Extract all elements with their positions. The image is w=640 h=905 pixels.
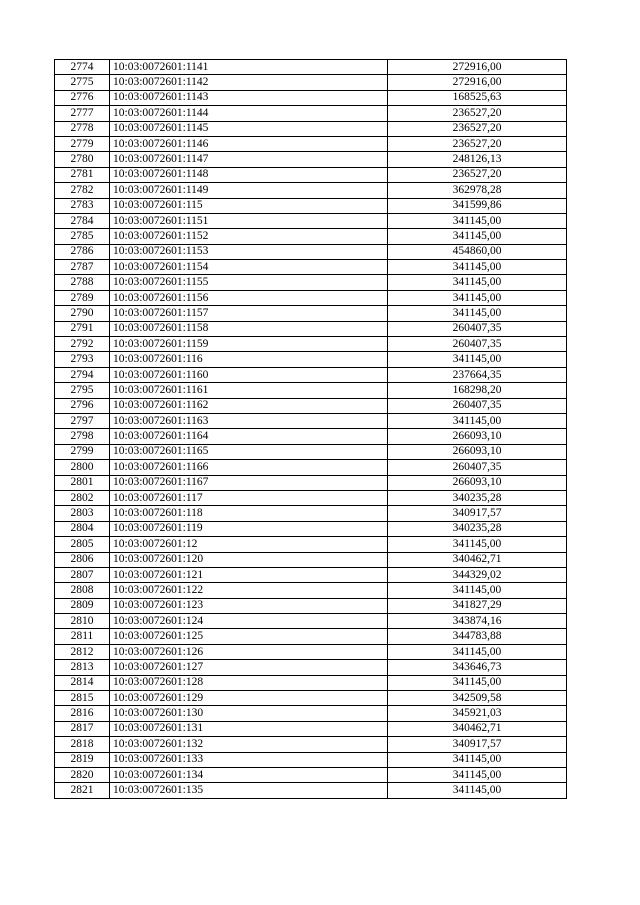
table-row — [55, 213, 567, 228]
table-row — [55, 567, 567, 582]
row-number-cell: 2801 — [55, 475, 110, 490]
cadastral-value-cell: 341145,00 — [388, 229, 567, 244]
cadastral-value-cell: 340462,71 — [388, 552, 567, 567]
cadastral-number-cell: 10:03:0072601:1153 — [110, 244, 388, 259]
cadastral-number-cell: 10:03:0072601:120 — [110, 552, 388, 567]
cadastral-value-cell: 341145,00 — [388, 413, 567, 428]
cadastral-value-cell: 345921,03 — [388, 706, 567, 721]
row-number-cell: 2788 — [55, 275, 110, 290]
cadastral-value-cell: 236527,20 — [388, 106, 567, 121]
row-number-cell: 2807 — [55, 567, 110, 582]
table-row — [55, 183, 567, 198]
cadastral-value-cell: 343874,16 — [388, 614, 567, 629]
table-row — [55, 521, 567, 536]
cadastral-number-cell: 10:03:0072601:1147 — [110, 152, 388, 167]
row-number-cell: 2817 — [55, 721, 110, 736]
cadastral-value-cell: 248126,13 — [388, 152, 567, 167]
row-number-cell: 2808 — [55, 583, 110, 598]
row-number-cell: 2812 — [55, 644, 110, 659]
table-row — [55, 167, 567, 182]
cadastral-value-cell: 340235,28 — [388, 521, 567, 536]
cadastral-number-cell: 10:03:0072601:1159 — [110, 337, 388, 352]
cadastral-value-cell: 341599,86 — [388, 198, 567, 213]
cadastral-value-cell: 260407,35 — [388, 321, 567, 336]
cadastral-number-cell: 10:03:0072601:1161 — [110, 383, 388, 398]
row-number-cell: 2820 — [55, 767, 110, 782]
cadastral-number-cell: 10:03:0072601:1164 — [110, 429, 388, 444]
row-number-cell: 2803 — [55, 506, 110, 521]
cadastral-value-cell: 342509,58 — [388, 691, 567, 706]
row-number-cell: 2777 — [55, 106, 110, 121]
cadastral-number-cell: 10:03:0072601:1141 — [110, 60, 388, 75]
row-number-cell: 2775 — [55, 75, 110, 90]
row-number-cell: 2806 — [55, 552, 110, 567]
cadastral-number-cell: 10:03:0072601:1156 — [110, 290, 388, 305]
cadastral-value-cell: 340917,57 — [388, 506, 567, 521]
table-row — [55, 429, 567, 444]
cadastral-value-table — [54, 59, 567, 799]
cadastral-value-cell: 341145,00 — [388, 783, 567, 798]
row-number-cell: 2797 — [55, 413, 110, 428]
table-row — [55, 490, 567, 505]
cadastral-value-cell: 341145,00 — [388, 644, 567, 659]
cadastral-value-cell: 168525,63 — [388, 90, 567, 105]
row-number-cell: 2809 — [55, 598, 110, 613]
cadastral-value-cell: 454860,00 — [388, 244, 567, 259]
table-row — [55, 767, 567, 782]
cadastral-number-cell: 10:03:0072601:118 — [110, 506, 388, 521]
table-body — [55, 60, 567, 799]
cadastral-number-cell: 10:03:0072601:133 — [110, 752, 388, 767]
row-number-cell: 2776 — [55, 90, 110, 105]
row-number-cell: 2785 — [55, 229, 110, 244]
cadastral-number-cell: 10:03:0072601:1144 — [110, 106, 388, 121]
row-number-cell: 2821 — [55, 783, 110, 798]
row-number-cell: 2810 — [55, 614, 110, 629]
row-number-cell: 2799 — [55, 444, 110, 459]
cadastral-value-cell: 341145,00 — [388, 767, 567, 782]
table-row — [55, 460, 567, 475]
row-number-cell: 2794 — [55, 367, 110, 382]
row-number-cell: 2787 — [55, 260, 110, 275]
cadastral-value-cell: 362978,28 — [388, 183, 567, 198]
row-number-cell: 2819 — [55, 752, 110, 767]
cadastral-value-cell: 341145,00 — [388, 352, 567, 367]
cadastral-number-cell: 10:03:0072601:134 — [110, 767, 388, 782]
table-row — [55, 706, 567, 721]
row-number-cell: 2815 — [55, 691, 110, 706]
row-number-cell: 2795 — [55, 383, 110, 398]
table-row — [55, 244, 567, 259]
row-number-cell: 2778 — [55, 121, 110, 136]
table-row — [55, 413, 567, 428]
cadastral-number-cell: 10:03:0072601:119 — [110, 521, 388, 536]
row-number-cell: 2802 — [55, 490, 110, 505]
table-row — [55, 752, 567, 767]
cadastral-number-cell: 10:03:0072601:1152 — [110, 229, 388, 244]
cadastral-value-cell: 341145,00 — [388, 752, 567, 767]
cadastral-number-cell: 10:03:0072601:123 — [110, 598, 388, 613]
cadastral-value-cell: 266093,10 — [388, 429, 567, 444]
table-row — [55, 136, 567, 151]
table-row — [55, 260, 567, 275]
cadastral-value-cell: 341145,00 — [388, 275, 567, 290]
table-row — [55, 60, 567, 75]
cadastral-value-cell: 260407,35 — [388, 337, 567, 352]
table-row — [55, 198, 567, 213]
cadastral-number-cell: 10:03:0072601:1155 — [110, 275, 388, 290]
cadastral-value-cell: 272916,00 — [388, 60, 567, 75]
cadastral-value-cell: 344783,88 — [388, 629, 567, 644]
cadastral-number-cell: 10:03:0072601:128 — [110, 675, 388, 690]
table-row — [55, 475, 567, 490]
cadastral-value-cell: 344329,02 — [388, 567, 567, 582]
cadastral-number-cell: 10:03:0072601:1163 — [110, 413, 388, 428]
table-row — [55, 691, 567, 706]
cadastral-value-cell: 341145,00 — [388, 537, 567, 552]
row-number-cell: 2816 — [55, 706, 110, 721]
row-number-cell: 2791 — [55, 321, 110, 336]
table-row — [55, 152, 567, 167]
cadastral-number-cell: 10:03:0072601:1146 — [110, 136, 388, 151]
cadastral-value-cell: 272916,00 — [388, 75, 567, 90]
row-number-cell: 2796 — [55, 398, 110, 413]
cadastral-value-cell: 343646,73 — [388, 660, 567, 675]
table-row — [55, 660, 567, 675]
row-number-cell: 2789 — [55, 290, 110, 305]
table-row — [55, 121, 567, 136]
cadastral-number-cell: 10:03:0072601:1151 — [110, 213, 388, 228]
cadastral-number-cell: 10:03:0072601:1165 — [110, 444, 388, 459]
table-row — [55, 783, 567, 798]
cadastral-number-cell: 10:03:0072601:12 — [110, 537, 388, 552]
table-row — [55, 737, 567, 752]
cadastral-value-cell: 340917,57 — [388, 737, 567, 752]
cadastral-number-cell: 10:03:0072601:1142 — [110, 75, 388, 90]
cadastral-value-cell: 266093,10 — [388, 475, 567, 490]
cadastral-value-cell: 341145,00 — [388, 213, 567, 228]
row-number-cell: 2804 — [55, 521, 110, 536]
table-row — [55, 275, 567, 290]
cadastral-value-cell: 341145,00 — [388, 260, 567, 275]
table-row — [55, 321, 567, 336]
row-number-cell: 2800 — [55, 460, 110, 475]
table-row — [55, 629, 567, 644]
table-row — [55, 675, 567, 690]
row-number-cell: 2779 — [55, 136, 110, 151]
table-row — [55, 506, 567, 521]
row-number-cell: 2783 — [55, 198, 110, 213]
table-row — [55, 306, 567, 321]
row-number-cell: 2811 — [55, 629, 110, 644]
cadastral-number-cell: 10:03:0072601:1166 — [110, 460, 388, 475]
cadastral-value-cell: 341145,00 — [388, 306, 567, 321]
table-row — [55, 537, 567, 552]
table-row — [55, 644, 567, 659]
cadastral-number-cell: 10:03:0072601:1158 — [110, 321, 388, 336]
table-row — [55, 614, 567, 629]
table-row — [55, 598, 567, 613]
cadastral-number-cell: 10:03:0072601:1157 — [110, 306, 388, 321]
row-number-cell: 2798 — [55, 429, 110, 444]
row-number-cell: 2784 — [55, 213, 110, 228]
cadastral-number-cell: 10:03:0072601:135 — [110, 783, 388, 798]
table-row — [55, 583, 567, 598]
cadastral-number-cell: 10:03:0072601:1149 — [110, 183, 388, 198]
cadastral-value-cell: 341145,00 — [388, 583, 567, 598]
cadastral-number-cell: 10:03:0072601:1162 — [110, 398, 388, 413]
row-number-cell: 2780 — [55, 152, 110, 167]
cadastral-value-cell: 236527,20 — [388, 121, 567, 136]
cadastral-number-cell: 10:03:0072601:124 — [110, 614, 388, 629]
table-row — [55, 75, 567, 90]
cadastral-value-cell: 236527,20 — [388, 167, 567, 182]
cadastral-value-cell: 341145,00 — [388, 675, 567, 690]
cadastral-number-cell: 10:03:0072601:131 — [110, 721, 388, 736]
cadastral-number-cell: 10:03:0072601:1160 — [110, 367, 388, 382]
row-number-cell: 2781 — [55, 167, 110, 182]
cadastral-value-cell: 340462,71 — [388, 721, 567, 736]
cadastral-value-cell: 236527,20 — [388, 136, 567, 151]
cadastral-number-cell: 10:03:0072601:1143 — [110, 90, 388, 105]
table-row — [55, 383, 567, 398]
cadastral-number-cell: 10:03:0072601:125 — [110, 629, 388, 644]
cadastral-number-cell: 10:03:0072601:117 — [110, 490, 388, 505]
cadastral-number-cell: 10:03:0072601:1154 — [110, 260, 388, 275]
cadastral-value-cell: 340235,28 — [388, 490, 567, 505]
cadastral-value-cell: 260407,35 — [388, 398, 567, 413]
row-number-cell: 2774 — [55, 60, 110, 75]
row-number-cell: 2818 — [55, 737, 110, 752]
row-number-cell: 2790 — [55, 306, 110, 321]
cadastral-number-cell: 10:03:0072601:132 — [110, 737, 388, 752]
row-number-cell: 2813 — [55, 660, 110, 675]
cadastral-number-cell: 10:03:0072601:1145 — [110, 121, 388, 136]
table-row — [55, 352, 567, 367]
cadastral-value-cell: 341145,00 — [388, 290, 567, 305]
cadastral-value-cell: 266093,10 — [388, 444, 567, 459]
table-row — [55, 444, 567, 459]
cadastral-number-cell: 10:03:0072601:129 — [110, 691, 388, 706]
cadastral-number-cell: 10:03:0072601:130 — [110, 706, 388, 721]
row-number-cell: 2814 — [55, 675, 110, 690]
cadastral-value-cell: 168298,20 — [388, 383, 567, 398]
table-row — [55, 290, 567, 305]
table-row — [55, 229, 567, 244]
table-row — [55, 398, 567, 413]
cadastral-value-cell: 237664,35 — [388, 367, 567, 382]
cadastral-number-cell: 10:03:0072601:127 — [110, 660, 388, 675]
table-row — [55, 106, 567, 121]
cadastral-number-cell: 10:03:0072601:115 — [110, 198, 388, 213]
table-row — [55, 367, 567, 382]
cadastral-value-cell: 260407,35 — [388, 460, 567, 475]
row-number-cell: 2786 — [55, 244, 110, 259]
table-row — [55, 721, 567, 736]
row-number-cell: 2793 — [55, 352, 110, 367]
cadastral-value-cell: 341827,29 — [388, 598, 567, 613]
cadastral-number-cell: 10:03:0072601:122 — [110, 583, 388, 598]
cadastral-number-cell: 10:03:0072601:126 — [110, 644, 388, 659]
row-number-cell: 2792 — [55, 337, 110, 352]
row-number-cell: 2782 — [55, 183, 110, 198]
cadastral-number-cell: 10:03:0072601:121 — [110, 567, 388, 582]
table-row — [55, 90, 567, 105]
cadastral-number-cell: 10:03:0072601:1148 — [110, 167, 388, 182]
cadastral-number-cell: 10:03:0072601:116 — [110, 352, 388, 367]
row-number-cell: 2805 — [55, 537, 110, 552]
table-row — [55, 552, 567, 567]
table-row — [55, 337, 567, 352]
cadastral-number-cell: 10:03:0072601:1167 — [110, 475, 388, 490]
